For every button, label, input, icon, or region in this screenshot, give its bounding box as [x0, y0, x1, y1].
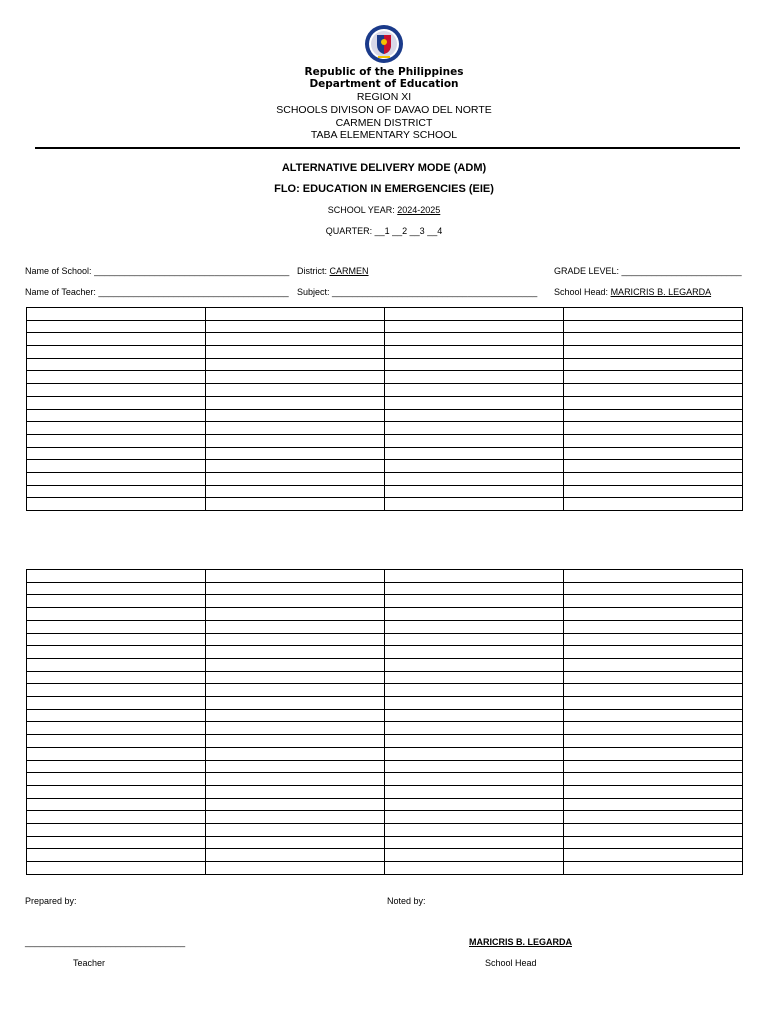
table-cell[interactable]	[385, 862, 564, 875]
table-row	[27, 862, 743, 875]
table-cell[interactable]	[385, 582, 564, 595]
table-cell[interactable]	[27, 646, 206, 659]
table-row	[27, 709, 743, 722]
table-cell[interactable]	[27, 498, 206, 511]
table-cell[interactable]	[27, 862, 206, 875]
table-cell[interactable]	[385, 308, 564, 321]
school-year-label: SCHOOL YEAR:	[327, 205, 395, 215]
subject-field[interactable]	[297, 287, 537, 297]
header-region: REGION XI	[356, 91, 412, 103]
table-cell[interactable]	[385, 346, 564, 359]
table-row	[27, 570, 743, 583]
header-department: Department of Education	[309, 78, 459, 90]
table-cell[interactable]	[27, 697, 206, 710]
table-cell[interactable]	[206, 308, 385, 321]
table-row	[27, 358, 743, 371]
table-cell[interactable]	[27, 633, 206, 646]
table-cell[interactable]	[27, 798, 206, 811]
table-cell[interactable]	[27, 773, 206, 786]
table-cell[interactable]	[27, 320, 206, 333]
table-cell[interactable]	[564, 472, 743, 485]
table-cell[interactable]	[385, 633, 564, 646]
table-row	[27, 697, 743, 710]
table-cell[interactable]	[564, 582, 743, 595]
table-cell[interactable]	[27, 684, 206, 697]
table-cell[interactable]	[564, 722, 743, 735]
table-row	[27, 447, 743, 460]
table-row	[27, 333, 743, 346]
table-cell[interactable]	[385, 735, 564, 748]
table-row	[27, 811, 743, 824]
table-cell[interactable]	[206, 747, 385, 760]
table-cell[interactable]	[27, 333, 206, 346]
table-cell[interactable]	[564, 684, 743, 697]
table-row	[27, 671, 743, 684]
table-cell[interactable]	[27, 620, 206, 633]
table-row	[27, 773, 743, 786]
table-cell[interactable]	[27, 582, 206, 595]
teacher-name-label: Name of Teacher:	[25, 287, 96, 297]
table-cell[interactable]	[385, 785, 564, 798]
table-cell[interactable]	[385, 434, 564, 447]
table-cell[interactable]	[564, 862, 743, 875]
table-cell[interactable]	[385, 384, 564, 397]
table-cell[interactable]	[385, 595, 564, 608]
table-row	[27, 498, 743, 511]
table-cell[interactable]	[564, 460, 743, 473]
prepared-by-label: Prepared by:	[25, 896, 77, 906]
table-cell[interactable]	[27, 608, 206, 621]
table-cell[interactable]	[564, 422, 743, 435]
table-cell[interactable]	[385, 773, 564, 786]
quarter	[0, 226, 768, 236]
table-row	[27, 824, 743, 837]
table-cell[interactable]	[385, 333, 564, 346]
table-cell[interactable]	[27, 722, 206, 735]
table-cell[interactable]	[564, 346, 743, 359]
table-cell[interactable]	[385, 836, 564, 849]
table-cell[interactable]	[564, 824, 743, 837]
table-cell[interactable]	[206, 396, 385, 409]
table-cell[interactable]	[206, 371, 385, 384]
table-cell[interactable]	[385, 798, 564, 811]
table-cell[interactable]	[27, 358, 206, 371]
table-cell[interactable]	[206, 633, 385, 646]
table-cell[interactable]	[385, 697, 564, 710]
school-head-value: MARICRIS B. LEGARDA	[610, 287, 712, 297]
teacher-name-field[interactable]	[25, 287, 289, 297]
table-cell[interactable]	[564, 671, 743, 684]
table-cell[interactable]	[206, 671, 385, 684]
deped-seal-icon	[364, 24, 404, 64]
school-head-label: School Head:	[554, 287, 609, 297]
table-cell[interactable]	[206, 333, 385, 346]
table-cell[interactable]	[206, 422, 385, 435]
table-cell[interactable]	[206, 773, 385, 786]
table-cell[interactable]	[385, 722, 564, 735]
table-cell[interactable]	[206, 722, 385, 735]
table-cell[interactable]	[564, 633, 743, 646]
table-cell[interactable]	[206, 570, 385, 583]
table-cell[interactable]	[206, 836, 385, 849]
table-row	[27, 595, 743, 608]
table-cell[interactable]	[385, 620, 564, 633]
table-cell[interactable]	[564, 620, 743, 633]
table-cell[interactable]	[385, 849, 564, 862]
header-division: SCHOOLS DIVISON OF DAVAO DEL NORTE	[276, 104, 492, 116]
table-cell[interactable]	[206, 709, 385, 722]
table-cell[interactable]	[564, 447, 743, 460]
table-cell[interactable]	[385, 684, 564, 697]
table-cell[interactable]	[385, 472, 564, 485]
table-cell[interactable]	[564, 358, 743, 371]
table-cell[interactable]	[385, 358, 564, 371]
table-row	[27, 747, 743, 760]
table-cell[interactable]	[564, 595, 743, 608]
table-cell[interactable]	[27, 836, 206, 849]
table-row	[27, 849, 743, 862]
table-row	[27, 384, 743, 397]
table-cell[interactable]	[27, 422, 206, 435]
table-cell[interactable]	[385, 498, 564, 511]
table-cell[interactable]	[206, 735, 385, 748]
table-cell[interactable]	[564, 434, 743, 447]
table-row	[27, 658, 743, 671]
table-cell[interactable]	[385, 320, 564, 333]
table-cell[interactable]	[385, 671, 564, 684]
table-cell[interactable]	[206, 811, 385, 824]
table-cell[interactable]	[27, 671, 206, 684]
table-cell[interactable]	[206, 485, 385, 498]
title-flo: FLO: EDUCATION IN EMERGENCIES (EIE)	[274, 183, 494, 195]
subject-blank: _________________________________________	[332, 287, 538, 297]
table-cell[interactable]	[206, 658, 385, 671]
table-row	[27, 472, 743, 485]
teacher-name-blank: ______________________________________	[98, 287, 289, 297]
table-cell[interactable]	[564, 849, 743, 862]
school-name-blank: _______________________________________	[94, 266, 290, 276]
table-cell[interactable]	[206, 798, 385, 811]
table-cell[interactable]	[385, 485, 564, 498]
table-cell[interactable]	[27, 849, 206, 862]
table-row	[27, 646, 743, 659]
school-name-label: Name of School:	[25, 266, 92, 276]
table-cell[interactable]	[206, 582, 385, 595]
table-row	[27, 608, 743, 621]
table-row	[27, 346, 743, 359]
district-label: District:	[297, 266, 327, 276]
table-cell[interactable]	[385, 409, 564, 422]
table-cell[interactable]	[206, 595, 385, 608]
table-cell[interactable]	[206, 472, 385, 485]
table-cell[interactable]	[564, 811, 743, 824]
table-cell[interactable]	[27, 409, 206, 422]
table-cell[interactable]	[27, 460, 206, 473]
table-cell[interactable]	[564, 658, 743, 671]
table-row	[27, 722, 743, 735]
table-cell[interactable]	[206, 346, 385, 359]
table-cell[interactable]	[564, 709, 743, 722]
district-field[interactable]	[297, 266, 369, 276]
table-cell[interactable]	[206, 697, 385, 710]
table-cell[interactable]	[206, 460, 385, 473]
table-cell[interactable]	[206, 358, 385, 371]
table-cell[interactable]	[27, 308, 206, 321]
table-cell[interactable]	[27, 785, 206, 798]
table-cell[interactable]	[564, 409, 743, 422]
table-cell[interactable]	[564, 798, 743, 811]
table-cell[interactable]	[206, 862, 385, 875]
table-cell[interactable]	[27, 760, 206, 773]
table-row	[27, 735, 743, 748]
table-cell[interactable]	[564, 371, 743, 384]
school-head-signature-name: MARICRIS B. LEGARDA	[469, 937, 572, 947]
table-cell[interactable]	[27, 709, 206, 722]
table-row	[27, 320, 743, 333]
table-cell[interactable]	[27, 747, 206, 760]
table-cell[interactable]	[206, 849, 385, 862]
table-cell[interactable]	[27, 595, 206, 608]
table-cell[interactable]	[564, 773, 743, 786]
table-cell[interactable]	[206, 320, 385, 333]
noted-by-label: Noted by:	[387, 896, 426, 906]
quarter-label: QUARTER:	[325, 226, 373, 236]
table-row	[27, 308, 743, 321]
table-cell[interactable]	[564, 697, 743, 710]
header-district: CARMEN DISTRICT	[335, 117, 433, 129]
teacher-signature-line[interactable]: ________________________________	[25, 937, 186, 947]
table-cell[interactable]	[27, 811, 206, 824]
table-row	[27, 785, 743, 798]
table-cell[interactable]	[206, 760, 385, 773]
table-row	[27, 422, 743, 435]
record-table-2	[26, 569, 743, 875]
table-cell[interactable]	[385, 608, 564, 621]
record-table-1	[26, 307, 743, 511]
table-row	[27, 396, 743, 409]
header-divider	[35, 147, 740, 149]
table-cell[interactable]	[27, 346, 206, 359]
grade-level-field[interactable]	[554, 266, 742, 276]
table-cell[interactable]	[206, 384, 385, 397]
table-row	[27, 460, 743, 473]
table-row	[27, 485, 743, 498]
table-cell[interactable]	[206, 447, 385, 460]
table-cell[interactable]	[206, 620, 385, 633]
table-cell[interactable]	[206, 498, 385, 511]
table-cell[interactable]	[564, 570, 743, 583]
grade-level-blank: ________________________	[621, 266, 742, 276]
table-cell[interactable]	[27, 434, 206, 447]
table-cell[interactable]	[564, 760, 743, 773]
table-cell[interactable]	[564, 384, 743, 397]
table-cell[interactable]	[385, 646, 564, 659]
table-cell[interactable]	[385, 570, 564, 583]
school-year-value: 2024-2025	[397, 205, 441, 215]
table-cell[interactable]	[564, 333, 743, 346]
table-cell[interactable]	[27, 396, 206, 409]
teacher-role: Teacher	[73, 958, 106, 968]
table-cell[interactable]	[385, 396, 564, 409]
table-cell[interactable]	[206, 646, 385, 659]
table-cell[interactable]	[564, 308, 743, 321]
table-cell[interactable]	[385, 709, 564, 722]
table-cell[interactable]	[206, 684, 385, 697]
table-row	[27, 582, 743, 595]
table-cell[interactable]	[385, 422, 564, 435]
school-name-field[interactable]	[25, 266, 289, 276]
table-cell[interactable]	[564, 608, 743, 621]
table-cell[interactable]	[27, 384, 206, 397]
title-mode: ALTERNATIVE DELIVERY MODE (ADM)	[281, 162, 487, 174]
table-cell[interactable]	[206, 824, 385, 837]
table-cell[interactable]	[385, 371, 564, 384]
table-cell[interactable]	[27, 371, 206, 384]
table-cell[interactable]	[564, 735, 743, 748]
table-row	[27, 798, 743, 811]
table-cell[interactable]	[27, 824, 206, 837]
district-value: CARMEN	[329, 266, 369, 276]
table-row	[27, 371, 743, 384]
table-cell[interactable]	[206, 608, 385, 621]
table-row	[27, 409, 743, 422]
table-cell[interactable]	[385, 447, 564, 460]
table-cell[interactable]	[564, 785, 743, 798]
header-school: TABA ELEMENTARY SCHOOL	[310, 129, 458, 141]
table-row	[27, 836, 743, 849]
table-cell[interactable]	[385, 811, 564, 824]
table-row	[27, 684, 743, 697]
grade-level-label: GRADE LEVEL:	[554, 266, 620, 276]
table-row	[27, 633, 743, 646]
table-cell[interactable]	[27, 485, 206, 498]
table-cell[interactable]	[206, 785, 385, 798]
table-cell[interactable]	[27, 447, 206, 460]
table-cell[interactable]	[385, 658, 564, 671]
subject-label: Subject:	[297, 287, 330, 297]
table-cell[interactable]	[564, 646, 743, 659]
table-cell[interactable]	[27, 570, 206, 583]
table-cell[interactable]	[564, 836, 743, 849]
table-cell[interactable]	[564, 320, 743, 333]
table-cell[interactable]	[385, 460, 564, 473]
school-head-role: School Head	[485, 958, 537, 968]
table-cell[interactable]	[206, 434, 385, 447]
table-cell[interactable]	[385, 747, 564, 760]
table-cell[interactable]	[206, 409, 385, 422]
header-country: Republic of the Philippines	[304, 66, 464, 78]
quarter-options: __1 __2 __3 __4	[374, 226, 443, 236]
table-cell[interactable]	[27, 735, 206, 748]
table-cell[interactable]	[564, 747, 743, 760]
table-cell[interactable]	[385, 760, 564, 773]
table-row	[27, 434, 743, 447]
table-cell[interactable]	[564, 498, 743, 511]
school-year	[0, 205, 768, 215]
school-head-field	[554, 287, 711, 297]
table-cell[interactable]	[564, 396, 743, 409]
table-cell[interactable]	[385, 824, 564, 837]
table-cell[interactable]	[27, 658, 206, 671]
table-cell[interactable]	[564, 485, 743, 498]
table-cell[interactable]	[27, 472, 206, 485]
table-row	[27, 620, 743, 633]
table-row	[27, 760, 743, 773]
